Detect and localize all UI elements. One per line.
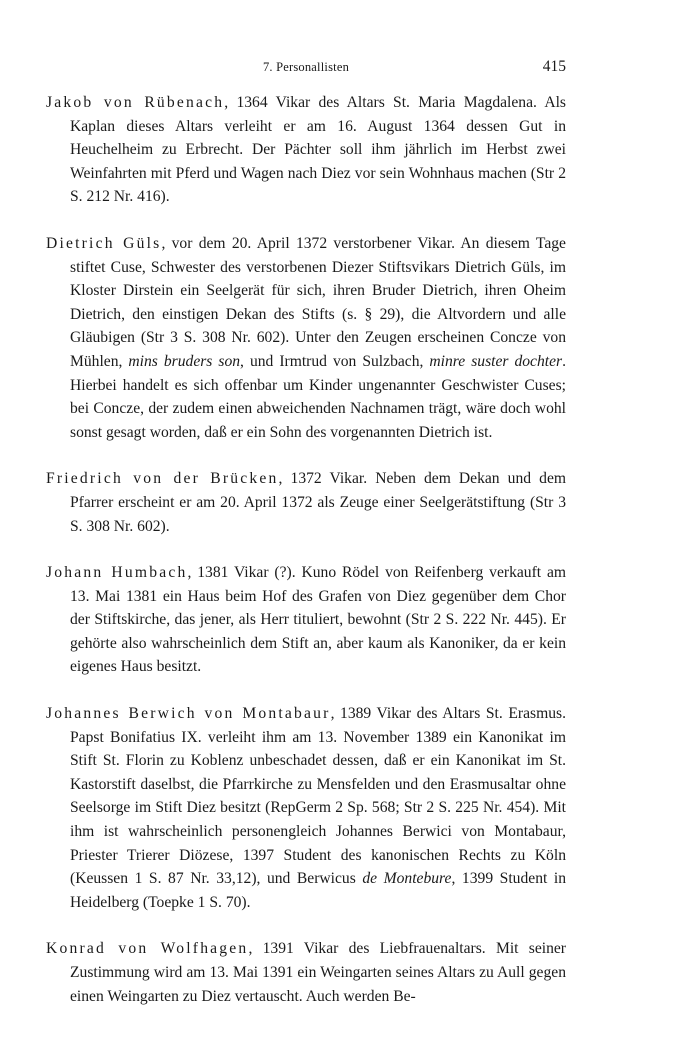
- entry-johannes-berwich-von-montabaur: [46, 702, 566, 914]
- entry-friedrich-von-der-bruecken: [46, 467, 566, 538]
- entry-name: Johann Humbach: [46, 564, 188, 582]
- entry-text: , 1364 Vikar des Altars St. Maria Magdalena. Als Kaplan dieses Altars verleiht er am 16. August 1364 dessen Gut in Heuchelheim zu Erbrecht. Der Pächter soll ihm jährlich im Herbst zwei Weinfahrten mit Pferd und Wagen nach Diez vor sein Wohnhaus machen (Str 2 S. 212 Nr. 416).: [70, 94, 566, 206]
- entry-text: , 1389 Vikar des Altars St. Erasmus. Papst Bonifatius IX. verleiht ihm am 13. November 1389 ein Kanonikat im Stift St. Florin zu Koblenz unbeschadet dessen, daß er ein Kanonikat im St. Kastorstift daselbst, die Pfarrkirche zu Mensfelden und den Erasmusaltar ohne Seelsorge im Stift Diez besitzt (RepGerm 2 Sp. 568; Str 2 S. 225 Nr. 454). Mit ihm ist wahrscheinlich personengleich Johannes Berwici von Montabaur, Priester Trierer Diözese, 1397 Student des kanonischen Rechts zu Köln (Keussen 1 S. 87 Nr. 33,12), und Berwicus: [70, 705, 566, 888]
- entry-name: Friedrich von der Brücken: [46, 470, 279, 488]
- entry-quote: mins bruders son: [128, 352, 241, 370]
- entry-text: , 1399 Student in Heidelberg (Toepke 1 S. 70).: [70, 870, 567, 911]
- page-number: 415: [542, 58, 566, 75]
- entry-text: , und Irmtrud von Sulzbach,: [240, 352, 430, 370]
- running-header: [46, 58, 566, 80]
- entry-jakob-von-ruebenach: [46, 91, 566, 209]
- entry-name: Dietrich Güls: [46, 234, 162, 252]
- entry-name: Konrad von Wolfhagen: [46, 940, 249, 958]
- entry-text: , 1381 Vikar (?). Kuno Rödel von Reifenberg verkauft am 13. Mai 1381 ein Haus beim Hof des Grafen von Diez gegenüber dem Chor der Stiftskirche, das jener, als Herr tituliert, bewohnt (Str 2 S. 222 Nr. 445). Er gehörte also wahrscheinlich dem Stift an, aber kaum als Kanoniker, da er kein eigenes Haus besitzt.: [70, 564, 567, 676]
- entry-text: . Hierbei handelt es sich offenbar um Kinder ungenannter Geschwister Cuses; bei Concze, der zudem einen abweichenden Nachnamen trägt, wäre doch wohl sonst gesagt worden, daß er ein Sohn des vorgenannten Dietrich ist.: [70, 352, 566, 441]
- section-title: 7. Personallisten: [262, 60, 350, 74]
- entry-text: , 1372 Vikar. Neben dem Dekan und dem Pfarrer erscheint er am 20. April 1372 als Zeuge einer Seelgerätstiftung (Str 3 S. 308 Nr. 602).: [70, 470, 567, 535]
- entry-name: Jakob von Rübenach: [46, 94, 225, 111]
- entry-quote: de Montebure: [362, 870, 452, 888]
- entry-dietrich-guels: [46, 232, 566, 444]
- entry-name: Johannes Berwich von Montabaur: [46, 705, 331, 723]
- entry-quote: minre suster dochter: [429, 352, 563, 370]
- entry-johann-humbach: [46, 561, 566, 679]
- entry-konrad-von-wolfhagen: [46, 937, 566, 1008]
- entry-text: , vor dem 20. April 1372 verstorbener Vikar. An diesem Tage stiftet Cuse, Schwester des verstorbenen Diezer Stiftsvikars Dietrich Güls, im Kloster Dirstein ein Seelgerät für sich, ihren Bruder Dietrich, ihren Oheim Dietrich, den einstigen Dekan des Stifts (s. § 29), die Altvordern und alle Gläubigen (Str 3 S. 308 Nr. 602). Unter den Zeugen erscheinen Concze von Mühlen,: [70, 234, 566, 370]
- book-page: [46, 0, 566, 1031]
- entry-text: , 1391 Vikar des Liebfrauenaltars. Mit seiner Zustimmung wird am 13. Mai 1391 ein Weingarten seines Altars zu Aull gegen einen Weingarten zu Diez vertauscht. Auch werden Be-: [70, 940, 566, 1005]
